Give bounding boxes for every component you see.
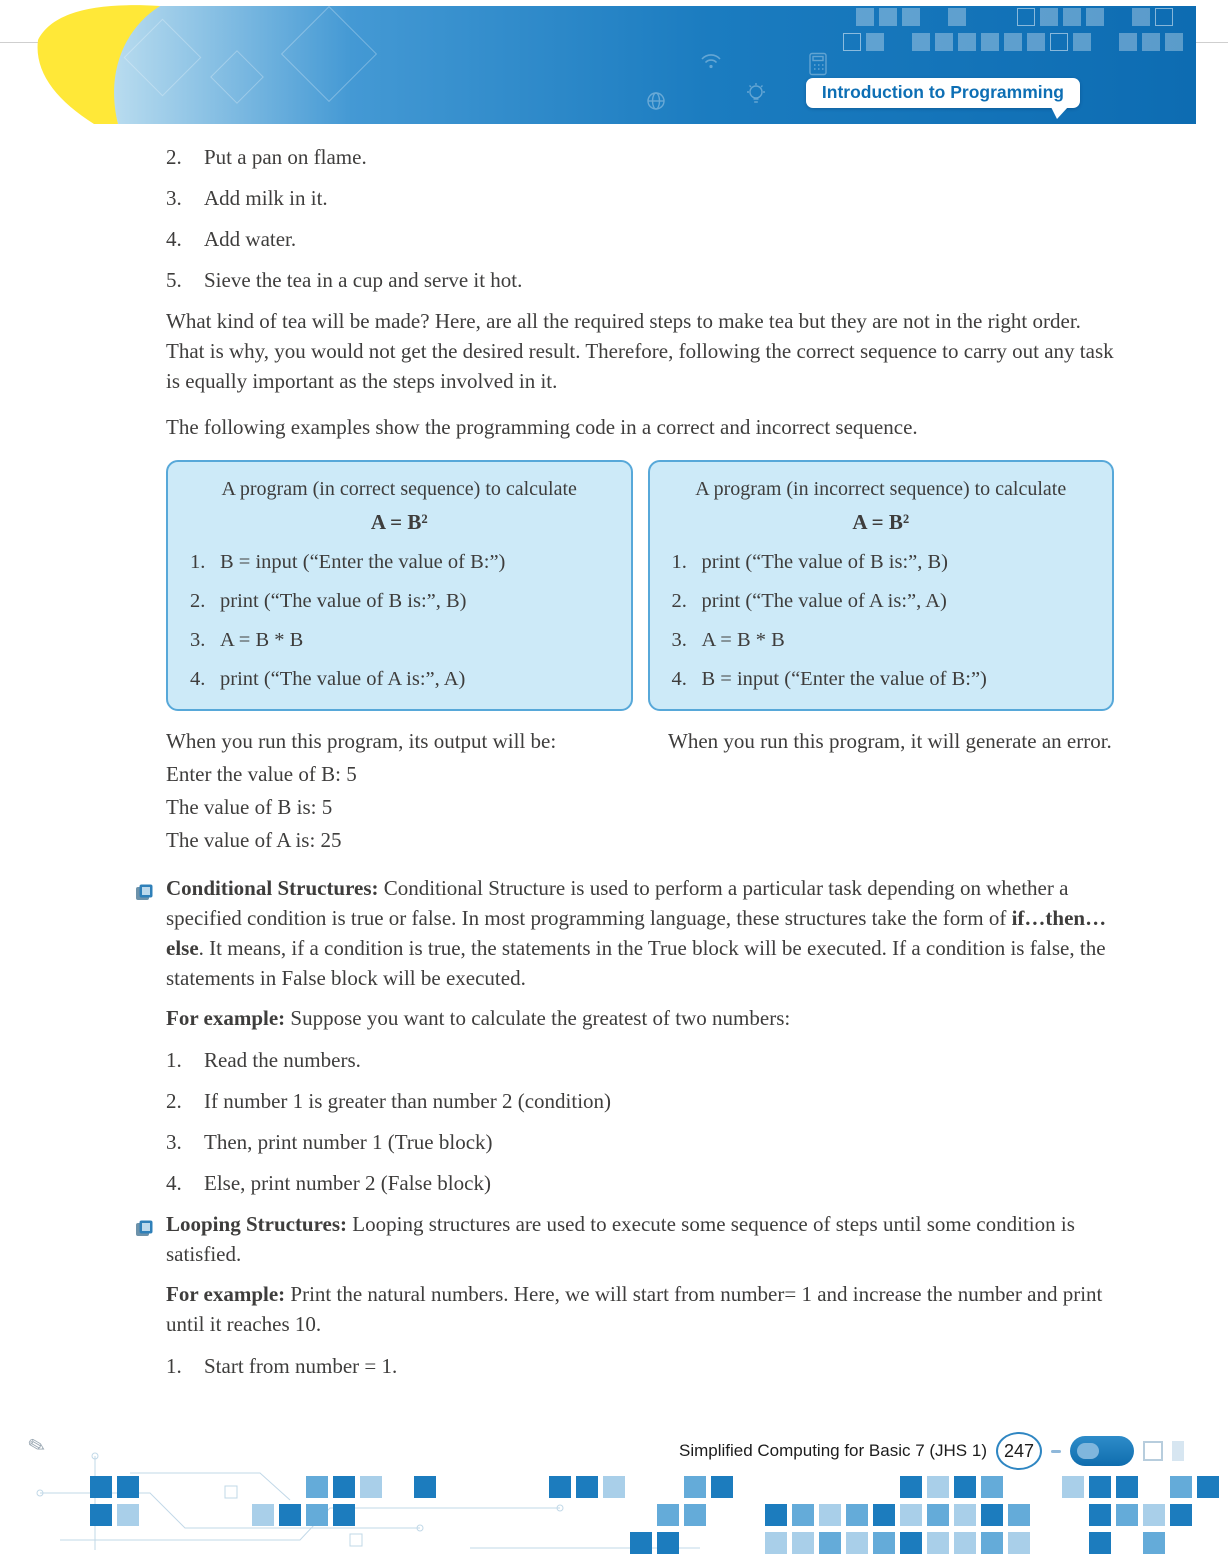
pixel-square-deco bbox=[879, 8, 897, 26]
pixel-square-deco bbox=[1119, 33, 1137, 51]
step-number: 1. bbox=[671, 551, 687, 573]
pixel-square-deco bbox=[819, 1504, 841, 1526]
pixel-square-deco bbox=[1027, 33, 1045, 51]
list-text: Start from number = 1. bbox=[204, 1354, 398, 1378]
list-item bbox=[166, 1045, 1114, 1075]
list-item bbox=[166, 1168, 1114, 1198]
list-number: 4. bbox=[166, 1171, 182, 1195]
pixel-square-deco bbox=[1089, 1532, 1111, 1554]
list-item bbox=[166, 183, 1114, 213]
list-item bbox=[166, 224, 1114, 254]
step-text: B = input (“Enter the value of B:”) bbox=[220, 551, 506, 573]
looping-heading: Looping Structures: bbox=[166, 1212, 348, 1236]
correct-code-box bbox=[166, 460, 633, 711]
pixel-square-deco bbox=[576, 1476, 598, 1498]
code-step bbox=[178, 586, 621, 616]
bulb-icon bbox=[745, 82, 767, 106]
pixel-square-deco bbox=[549, 1476, 571, 1498]
pixel-square-deco bbox=[1040, 8, 1058, 26]
pixel-square-deco bbox=[711, 1476, 733, 1498]
step-number: 2. bbox=[190, 590, 206, 612]
pixel-square-deco bbox=[657, 1532, 679, 1554]
box-formula: A = B² bbox=[370, 510, 428, 534]
list-item bbox=[166, 1127, 1114, 1157]
pixel-square-deco bbox=[819, 1532, 841, 1554]
pixel-square-deco bbox=[981, 1504, 1003, 1526]
pixel-square-deco bbox=[981, 1532, 1003, 1554]
pixel-square-deco bbox=[1197, 1476, 1219, 1498]
step-number: 3. bbox=[190, 629, 206, 651]
pixel-square-deco bbox=[360, 1476, 382, 1498]
pixel-square-deco bbox=[900, 1532, 922, 1554]
looping-paragraph bbox=[166, 1209, 1114, 1269]
pixel-square-deco bbox=[90, 1476, 112, 1498]
pixel-square-deco bbox=[1116, 1504, 1138, 1526]
diamond-deco bbox=[210, 50, 264, 104]
conditional-body: Conditional Structure is used to perform a particular task depending on whether a specified condition is true or false. In most programming language, these structures take the form of bbox=[166, 876, 1069, 930]
pixel-square-deco bbox=[846, 1504, 868, 1526]
pixel-square-deco bbox=[1008, 1532, 1030, 1554]
diamond-deco bbox=[124, 19, 202, 97]
if-then-else-phrase: if…then…else bbox=[166, 906, 1107, 960]
pixel-square-deco bbox=[765, 1532, 787, 1554]
incorrect-program-output: When you run this program, it will generate an error. bbox=[668, 729, 1112, 753]
conditional-heading: Conditional Structures: bbox=[166, 876, 379, 900]
conditional-steps-list bbox=[166, 1045, 1114, 1198]
pixel-square-deco bbox=[792, 1532, 814, 1554]
example-text: Print the natural numbers. Here, we will start from number= 1 and increase the number and print until it reaches 10. bbox=[166, 1282, 1103, 1336]
box-title: A program (in correct sequence) to calculate bbox=[221, 478, 577, 500]
wifi-icon bbox=[698, 50, 724, 70]
example-text: Suppose you want to calculate the greatest of two numbers: bbox=[285, 1006, 791, 1030]
output-line: The value of A is: 25 bbox=[166, 828, 342, 852]
pixel-square-deco bbox=[843, 33, 861, 51]
pixel-square-deco bbox=[1143, 1504, 1165, 1526]
pixel-square-deco bbox=[279, 1504, 301, 1526]
footer-book-title: Simplified Computing for Basic 7 (JHS 1) bbox=[678, 1441, 987, 1460]
pixel-square-deco bbox=[935, 33, 953, 51]
pixel-square-deco bbox=[414, 1476, 436, 1498]
pixel-square-deco bbox=[958, 33, 976, 51]
pixel-square-deco bbox=[846, 1532, 868, 1554]
code-example-boxes bbox=[166, 460, 1114, 711]
pixel-square-deco bbox=[866, 33, 884, 51]
looping-steps-list bbox=[166, 1351, 1114, 1381]
pixel-square-deco bbox=[792, 1504, 814, 1526]
pixel-square-deco bbox=[873, 1504, 895, 1526]
pixel-square-deco bbox=[252, 1504, 274, 1526]
pencil-icon: ✎ bbox=[25, 1432, 49, 1460]
pixel-square-deco bbox=[765, 1504, 787, 1526]
list-text: Put a pan on flame. bbox=[204, 145, 367, 169]
pixel-square-deco bbox=[981, 1476, 1003, 1498]
pixel-square-deco bbox=[117, 1504, 139, 1526]
pixel-square-deco bbox=[1143, 1532, 1165, 1554]
example-label: For example: bbox=[166, 1282, 286, 1306]
list-number: 4. bbox=[166, 227, 182, 251]
pixel-square-deco bbox=[1116, 1476, 1138, 1498]
pixel-square-deco bbox=[657, 1504, 679, 1526]
calculator-icon bbox=[808, 52, 828, 76]
pixel-square-deco bbox=[927, 1476, 949, 1498]
section-bullet-icon bbox=[135, 879, 154, 909]
page-number-badge: 247 bbox=[996, 1432, 1042, 1470]
chapter-badge-label: Introduction to Programming bbox=[821, 82, 1064, 102]
step-text: print (“The value of A is:”, A) bbox=[701, 590, 947, 612]
pixel-square-deco bbox=[1201, 8, 1219, 26]
correct-program-output bbox=[166, 725, 668, 857]
pixel-square-deco bbox=[900, 1504, 922, 1526]
conditional-paragraph bbox=[166, 873, 1114, 993]
step-text: A = B * B bbox=[701, 629, 785, 651]
step-number: 3. bbox=[671, 629, 687, 651]
list-text: Then, print number 1 (True block) bbox=[204, 1130, 493, 1154]
output-line: Enter the value of B: 5 bbox=[166, 762, 357, 786]
looping-structures-section bbox=[166, 1209, 1114, 1381]
pixel-square-deco bbox=[1050, 33, 1068, 51]
globe-icon bbox=[645, 90, 667, 112]
pixel-square-deco bbox=[954, 1532, 976, 1554]
pixel-square-deco bbox=[873, 1532, 895, 1554]
pixel-square-deco bbox=[1089, 1504, 1111, 1526]
code-step bbox=[178, 625, 621, 655]
pixel-square-deco bbox=[306, 1504, 328, 1526]
pixel-square-deco bbox=[630, 1532, 652, 1554]
pixel-square-deco bbox=[1170, 1476, 1192, 1498]
pixel-square-deco bbox=[603, 1476, 625, 1498]
looping-example-line bbox=[166, 1279, 1114, 1339]
step-number: 4. bbox=[190, 668, 206, 690]
list-item bbox=[166, 142, 1114, 172]
pixel-square-deco bbox=[1165, 33, 1183, 51]
pixel-square-deco bbox=[954, 1476, 976, 1498]
pixel-square-deco bbox=[902, 8, 920, 26]
list-number: 3. bbox=[166, 186, 182, 210]
pixel-square-deco bbox=[306, 1476, 328, 1498]
pixel-square-deco bbox=[912, 33, 930, 51]
list-number: 1. bbox=[166, 1048, 182, 1072]
pixel-square-deco bbox=[684, 1476, 706, 1498]
list-item bbox=[166, 1351, 1114, 1381]
tea-explanation-paragraph: What kind of tea will be made? Here, are all the required steps to make tea but they are not in the right order. That is why, you would not get the desired result. Therefore, following the correct sequence to carry out any task is equally important as the steps involved in it. bbox=[166, 309, 1114, 393]
step-text: print (“The value of B is:”, B) bbox=[701, 551, 949, 573]
step-text: A = B * B bbox=[220, 629, 304, 651]
footer-pill-deco bbox=[1070, 1436, 1134, 1466]
list-text: Else, print number 2 (False block) bbox=[204, 1171, 491, 1195]
conditional-structures-section bbox=[166, 873, 1114, 1198]
list-number: 1. bbox=[166, 1354, 182, 1378]
diamond-deco bbox=[281, 6, 377, 102]
list-item bbox=[166, 265, 1114, 295]
pixel-square-deco bbox=[117, 1476, 139, 1498]
pixel-square-deco bbox=[1062, 1476, 1084, 1498]
list-number: 2. bbox=[166, 145, 182, 169]
program-outputs bbox=[166, 725, 1114, 857]
page-content bbox=[166, 142, 1114, 1392]
banner-decoration bbox=[0, 0, 1228, 128]
pixel-square-deco bbox=[1086, 8, 1104, 26]
step-text: print (“The value of A is:”, A) bbox=[220, 668, 466, 690]
pixel-square-deco bbox=[1170, 1504, 1192, 1526]
code-step bbox=[660, 586, 1103, 616]
code-step bbox=[660, 625, 1103, 655]
output-line: The value of B is: 5 bbox=[166, 795, 333, 819]
pixel-square-deco bbox=[927, 1504, 949, 1526]
step-number: 4. bbox=[671, 668, 687, 690]
list-text: Sieve the tea in a cup and serve it hot. bbox=[204, 268, 523, 292]
pixel-square-deco bbox=[1089, 1476, 1111, 1498]
pixel-square-deco bbox=[1017, 8, 1035, 26]
list-number: 5. bbox=[166, 268, 182, 292]
pixel-square-deco bbox=[900, 1476, 922, 1498]
list-text: Add milk in it. bbox=[204, 186, 328, 210]
list-number: 3. bbox=[166, 1130, 182, 1154]
footer-dash-deco bbox=[1051, 1450, 1061, 1453]
pixel-square-deco bbox=[1155, 8, 1173, 26]
list-text: If number 1 is greater than number 2 (condition) bbox=[204, 1089, 612, 1113]
step-text: print (“The value of B is:”, B) bbox=[220, 590, 467, 612]
list-number: 2. bbox=[166, 1089, 182, 1113]
conditional-example-line bbox=[166, 1003, 1114, 1033]
pixel-square-deco bbox=[90, 1504, 112, 1526]
pixel-square-deco bbox=[333, 1504, 355, 1526]
pixel-square-deco bbox=[1142, 33, 1160, 51]
list-item bbox=[166, 1086, 1114, 1116]
pixel-square-deco bbox=[981, 33, 999, 51]
incorrect-code-box bbox=[648, 460, 1115, 711]
footer-square-light-deco bbox=[1172, 1441, 1184, 1461]
output-line: When you run this program, its output will be: bbox=[166, 729, 557, 753]
pixel-square-deco bbox=[927, 1532, 949, 1554]
box-title: A program (in incorrect sequence) to calculate bbox=[695, 478, 1067, 500]
example-label: For example: bbox=[166, 1006, 286, 1030]
step-text: B = input (“Enter the value of B:”) bbox=[701, 668, 987, 690]
tea-steps-list bbox=[166, 142, 1114, 295]
step-number: 2. bbox=[671, 590, 687, 612]
pixel-square-deco bbox=[954, 1504, 976, 1526]
looping-body: Looping structures are used to execute some sequence of steps until some condition is satisfied. bbox=[166, 1212, 1075, 1266]
pixel-square-deco bbox=[1008, 1504, 1030, 1526]
section-bullet-icon bbox=[135, 1215, 154, 1245]
pixel-square-deco bbox=[1073, 33, 1091, 51]
pixel-square-deco bbox=[684, 1504, 706, 1526]
step-number: 1. bbox=[190, 551, 206, 573]
pixel-square-deco bbox=[948, 8, 966, 26]
pixel-square-deco bbox=[1063, 8, 1081, 26]
pixel-square-deco bbox=[1132, 8, 1150, 26]
list-text: Read the numbers. bbox=[204, 1048, 361, 1072]
code-step bbox=[660, 547, 1103, 577]
pixel-square-deco bbox=[1004, 33, 1022, 51]
list-text: Add water. bbox=[204, 227, 297, 251]
footer bbox=[679, 1432, 1184, 1470]
code-step bbox=[178, 664, 621, 694]
examples-intro-paragraph: The following examples show the programming code in a correct and incorrect sequence. bbox=[166, 415, 918, 439]
conditional-body-end: . It means, if a condition is true, the statements in the True block will be executed. If a condition is false, the statements in False block will be executed. bbox=[166, 936, 1106, 990]
code-step bbox=[660, 664, 1103, 694]
footer-square-outline-deco bbox=[1143, 1441, 1163, 1461]
code-step bbox=[178, 547, 621, 577]
chapter-badge bbox=[806, 78, 1080, 108]
pixel-square-deco bbox=[856, 8, 874, 26]
pixel-square-deco bbox=[333, 1476, 355, 1498]
box-formula: A = B² bbox=[852, 510, 910, 534]
